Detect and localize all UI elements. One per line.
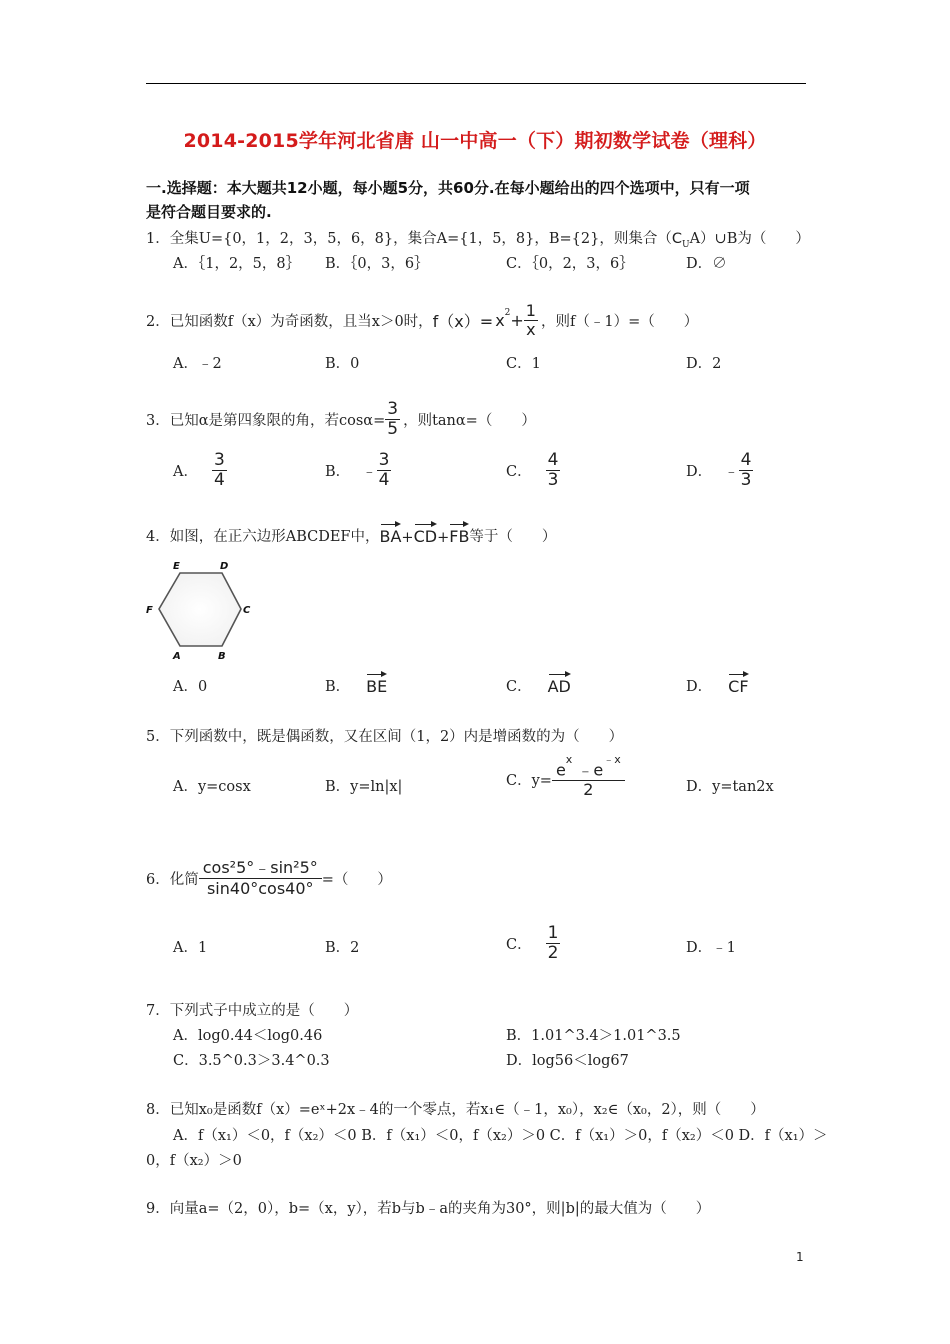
vertex-label-f: F — [146, 605, 153, 616]
q6-option-b[interactable]: B．2 — [325, 940, 360, 956]
q2-option-a[interactable]: A．﹣2 — [173, 356, 222, 372]
q4-option-c-label: C． — [506, 679, 532, 695]
q3-stem-a: 3．已知α是第四象限的角，若cosα= — [146, 413, 386, 429]
section-heading-line1: 一.选择题：本大题共12小题，每小题5分，共60分.在每小题给出的四个选项中，只有一项 — [146, 179, 750, 197]
q3-frac-den: 5 — [387, 419, 399, 439]
page-number: 1 — [796, 1250, 804, 1264]
q4-option-d-label: D． — [686, 679, 713, 695]
q3-option-c-label: C． — [506, 464, 532, 480]
frac-den: 2 — [547, 943, 559, 963]
q7-option-d[interactable]: D．log56＜log67 — [506, 1053, 629, 1069]
q3-option-b-fraction — [377, 452, 392, 489]
q6-option-d[interactable]: D．﹣1 — [686, 940, 736, 956]
q2-option-b[interactable]: B．0 — [325, 356, 360, 372]
q3-option-d-label: D． — [686, 464, 713, 480]
question-1-stem — [146, 227, 810, 250]
hexagon-figure — [140, 556, 260, 662]
e-base: e — [555, 760, 566, 780]
exponent: ﹣x — [603, 753, 621, 766]
complement-symbol: C — [671, 231, 682, 247]
q3-option-a-fraction — [212, 452, 227, 489]
exponent: x — [565, 753, 573, 766]
vector-ad: AD — [547, 677, 571, 696]
q1-option-c[interactable]: C．｛0，2，3，6｝ — [506, 256, 634, 272]
question-9-stem: 9．向量a=（2，0），b=（x，y），若b与b﹣a的夹角为30°，则|b|的最大值为（ ） — [146, 1201, 711, 1217]
q8-options-line-cont[interactable]: 0，f（x₂）＞0 — [146, 1153, 242, 1169]
q4-option-b[interactable] — [325, 675, 387, 696]
question-4-stem — [146, 525, 556, 546]
q8-options-line[interactable]: A．f（x₁）＜0，f（x₂）＜0 B．f（x₁）＜0，f（x₂）＞0 C．f（x₁）＞0，f（x₂）＜0 D．f（x₁）＞ — [173, 1128, 828, 1144]
q2-plus: + — [510, 311, 524, 330]
q6-frac-num: cos²5°﹣sin²5° — [199, 860, 322, 879]
q3-frac-num: 3 — [387, 399, 399, 419]
section-heading-line2: 是符合题目要求的. — [146, 203, 272, 221]
frac-num: 3 — [213, 450, 225, 470]
vertex-label-c: C — [243, 605, 251, 616]
q3-option-c-fraction — [546, 452, 561, 489]
minus-e: ﹣e — [577, 760, 604, 780]
q4-option-d[interactable] — [686, 675, 749, 696]
vertex-label-d: D — [220, 561, 229, 572]
vector-fb: FB — [449, 527, 470, 546]
q5-option-c[interactable] — [506, 753, 625, 800]
q3-option-b-label: B． — [325, 464, 351, 480]
frac-den: 2 — [583, 780, 594, 800]
hexagon-shape — [159, 573, 241, 646]
q1-option-b[interactable]: B．｛0，3，6｝ — [325, 256, 429, 272]
vertex-label-e: E — [173, 561, 180, 572]
vertex-label-b: B — [218, 651, 226, 662]
q6-fraction — [199, 860, 322, 897]
q2-option-c[interactable]: C．1 — [506, 356, 541, 372]
frac-den: 3 — [547, 470, 559, 490]
minus-sign: ﹣ — [724, 464, 739, 480]
frac-num: 3 — [378, 450, 390, 470]
question-6-stem — [146, 860, 392, 897]
q1-stem-b: A）∪B为（ ） — [689, 231, 810, 247]
q3-option-b[interactable] — [325, 452, 391, 489]
question-2-stem — [146, 303, 698, 338]
q1-option-d[interactable]: D．∅ — [686, 256, 727, 272]
question-8-stem: 8．已知x₀是函数f（x）=eˣ+2x﹣4的一个零点，若x₁∈（﹣1，x₀），x₂∈（x₀，2），则（ ） — [146, 1102, 765, 1118]
q5-option-c-fraction — [552, 753, 625, 800]
q7-option-b[interactable]: B．1.01^3.4＞1.01^3.5 — [506, 1028, 681, 1044]
q6-stem-b: =（ ） — [321, 872, 392, 888]
vector-cf: CF — [728, 677, 749, 696]
q3-stem-b: ，则tanα=（ ） — [403, 413, 536, 429]
q2-x-base: x — [495, 311, 505, 330]
q3-option-d-fraction — [739, 452, 754, 489]
q7-option-c[interactable]: C．3.5^0.3＞3.4^0.3 — [173, 1053, 330, 1069]
complement-subscript: U — [681, 239, 690, 250]
q5-option-b[interactable]: B．y=ln|x| — [325, 779, 403, 795]
minus-sign: ﹣ — [362, 464, 377, 480]
frac-num: 4 — [740, 450, 752, 470]
frac-num: 1 — [547, 923, 559, 943]
q5-option-d[interactable]: D．y=tan2x — [686, 779, 774, 795]
frac-den: 3 — [740, 470, 752, 490]
q4-option-a[interactable]: A．0 — [173, 679, 208, 695]
q2-stem-b: ，则f（﹣1）=（ ） — [540, 314, 699, 330]
exam-title: 2014-2015学年河北省唐 山一中高一（下）期初数学试卷（理科） — [183, 130, 767, 152]
q4-option-c[interactable] — [506, 675, 571, 696]
q6-option-c[interactable] — [506, 925, 560, 962]
q5-option-a[interactable]: A．y=cosx — [173, 779, 251, 795]
q5-option-c-label: C．y= — [506, 772, 552, 789]
q6-option-c-label: C． — [506, 937, 532, 953]
frac-num: 4 — [547, 450, 559, 470]
q4-stem-a: 4．如图，在正六边形ABCDEF中， — [146, 529, 380, 545]
plus-sign: + — [437, 530, 450, 546]
vertex-label-a: A — [173, 651, 181, 662]
q2-square: 2 — [504, 307, 511, 318]
q2-stem-a: 2．已知函数f（x）为奇函数，且当x＞0时， — [146, 314, 433, 330]
q3-fraction — [385, 401, 400, 438]
frac-num — [552, 753, 625, 781]
question-3-stem — [146, 401, 536, 438]
question-5-stem: 5．下列函数中，既是偶函数，又在区间（1，2）内是增函数的为（ ） — [146, 729, 624, 745]
vector-ba: BA — [379, 527, 402, 546]
plus-sign: + — [401, 530, 414, 546]
q1-option-a[interactable]: A．｛1，2，5，8｝ — [173, 256, 301, 272]
q4-stem-b: 等于（ ） — [469, 529, 557, 545]
header-rule — [146, 83, 806, 84]
frac-den: 4 — [378, 470, 390, 490]
frac-den: 4 — [213, 470, 225, 490]
q6-stem-a: 6．化简 — [146, 872, 199, 888]
q4-option-b-label: B． — [325, 679, 351, 695]
q6-option-c-fraction — [546, 925, 561, 962]
q6-option-a[interactable]: A．1 — [173, 940, 208, 956]
q2-fraction — [524, 303, 538, 338]
q3-option-a-label: A． — [173, 464, 198, 480]
q1-stem-a: 1．全集U={0，1，2，3，5，6，8}，集合A={1，5，8}，B={2}，则集合（ — [146, 231, 672, 247]
q6-frac-den: sin40°cos40° — [206, 879, 314, 898]
q7-option-a[interactable]: A．log0.44＜log0.46 — [173, 1028, 323, 1044]
q3-option-a[interactable] — [173, 452, 227, 489]
q3-option-c[interactable] — [506, 452, 560, 489]
vector-be: BE — [366, 677, 388, 696]
vector-cd: CD — [413, 527, 438, 546]
q2-option-d[interactable]: D．2 — [686, 356, 722, 372]
q2-frac-den: x — [526, 320, 536, 339]
q3-option-d[interactable] — [686, 452, 753, 489]
q2-frac-num: 1 — [525, 301, 536, 320]
question-7-stem: 7．下列式子中成立的是（ ） — [146, 1003, 359, 1019]
q2-fx: f（x）= — [432, 312, 494, 331]
